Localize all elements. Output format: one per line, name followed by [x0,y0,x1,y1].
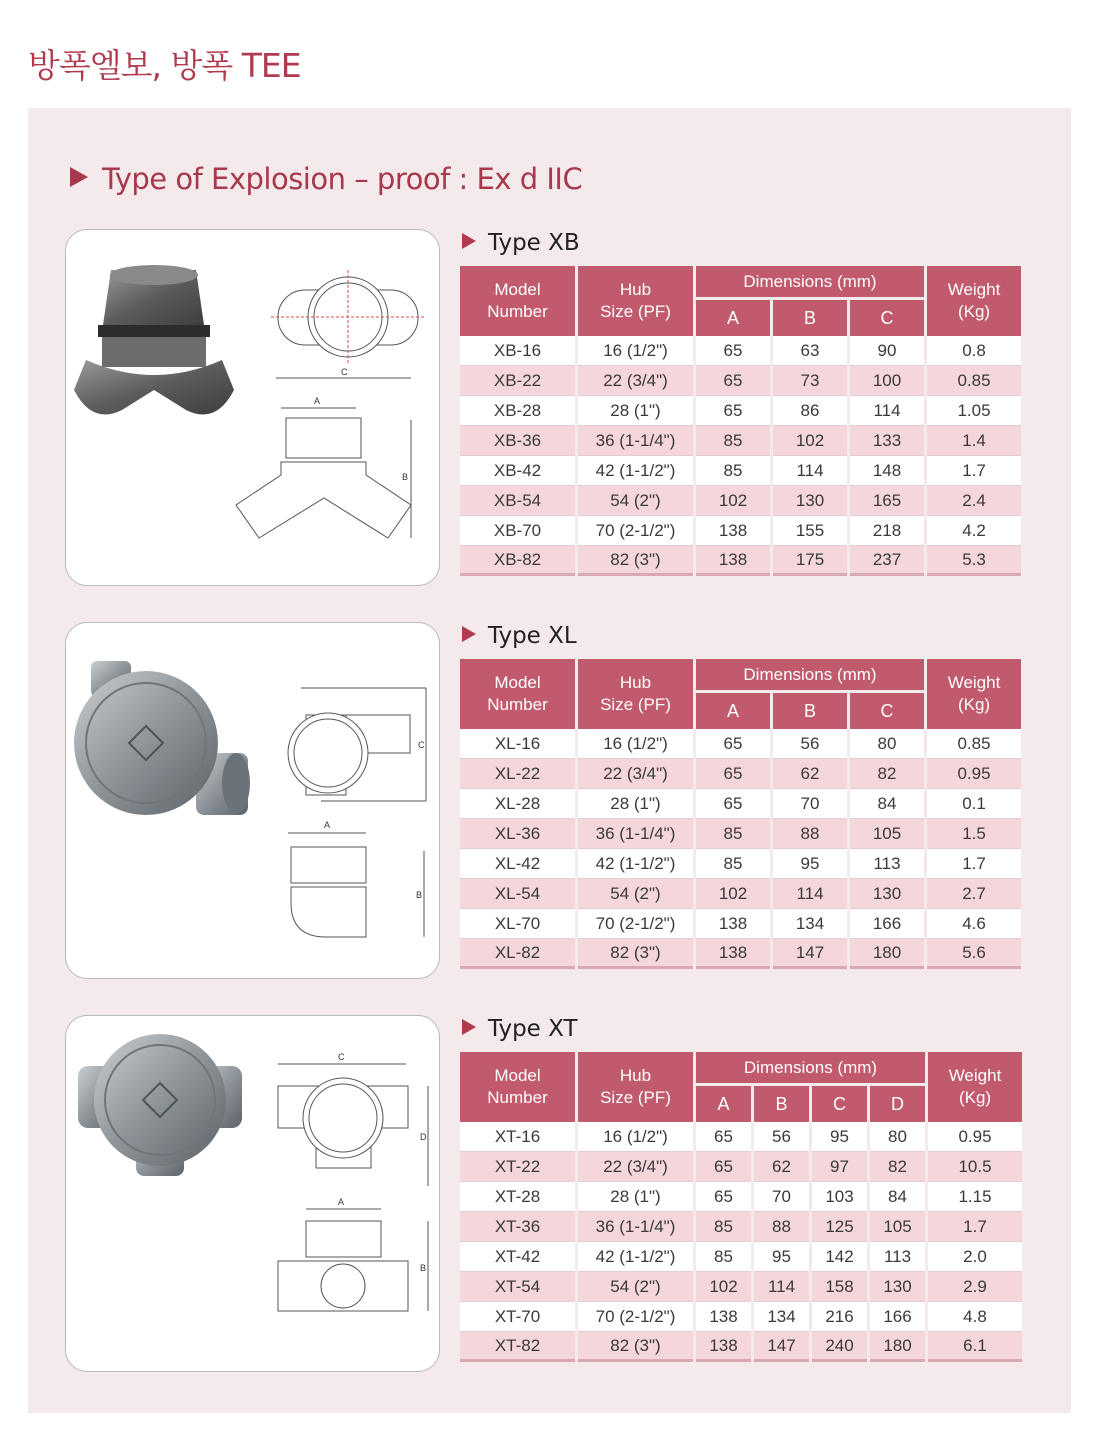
table-cell: 56 [754,1122,809,1152]
table-cell: 65 [696,1182,751,1212]
xb-image-box [65,229,440,586]
table-cell: XL-36 [460,819,575,849]
table-cell: 147 [754,1332,809,1362]
xt-image-box [65,1015,440,1372]
table-cell: 22 (3/4") [578,759,693,789]
table-cell: 63 [773,336,847,366]
xt-dim-label-b: B [420,1263,427,1273]
table-cell: 16 (1/2") [578,336,693,366]
triangle-bullet-icon [70,167,88,187]
xt-dim-label-a: A [338,1197,345,1207]
table-cell: 84 [870,1182,925,1212]
xl-photo [74,661,250,815]
xt-side-view [278,1209,428,1311]
table-row [460,1122,1022,1152]
table-cell: 133 [850,426,924,456]
table-cell: 70 (2-1/2") [578,516,693,546]
table-row [460,789,1021,819]
table-row [460,366,1021,396]
table-row [460,759,1021,789]
table-row [460,939,1021,969]
xt-header-dim-d: D [870,1086,925,1122]
table-cell: 105 [870,1212,925,1242]
xt-header-weight: Weight (Kg) [928,1052,1022,1122]
table-cell: 102 [696,879,770,909]
table-cell: 1.5 [927,819,1021,849]
table-cell: XT-42 [460,1242,575,1272]
table-cell: 82 (3") [578,546,693,576]
table-cell: 240 [812,1332,867,1362]
table-cell: 105 [850,819,924,849]
table-row [460,729,1021,759]
table-cell: 85 [696,456,770,486]
table-cell: 125 [812,1212,867,1242]
table-cell: XL-70 [460,909,575,939]
xb-spec-table [457,266,1024,576]
table-cell: 130 [773,486,847,516]
table-row [460,909,1021,939]
xb-dim-label-b: B [402,472,409,482]
table-cell: 95 [773,849,847,879]
table-cell: 22 (3/4") [578,366,693,396]
table-cell: 142 [812,1242,867,1272]
xl-dim-label-c: C [418,740,425,750]
table-cell: 22 (3/4") [578,1152,693,1182]
table-cell: 138 [696,909,770,939]
table-cell: 16 (1/2") [578,1122,693,1152]
table-row [460,456,1021,486]
xt-header-model: Model Number [460,1052,575,1122]
xl-side-view [288,833,424,937]
table-cell: 85 [696,819,770,849]
xt-product-drawing [66,1016,440,1372]
xt-photo [78,1034,242,1176]
xt-type-heading [462,1016,578,1042]
table-cell: 1.4 [927,426,1021,456]
section-heading-text: Type of Explosion – proof : Ex d IIC [102,162,583,196]
table-cell: 0.1 [927,789,1021,819]
xt-top-view [278,1064,428,1186]
xb-dim-label-c: C [341,367,348,377]
xl-header-model: Model Number [460,659,575,729]
triangle-bullet-icon [462,233,476,249]
table-cell: 2.9 [928,1272,1022,1302]
table-cell: 36 (1-1/4") [578,426,693,456]
table-cell: 180 [870,1332,925,1362]
table-cell: 65 [696,396,770,426]
table-cell: 5.6 [927,939,1021,969]
table-cell: 95 [812,1122,867,1152]
table-cell: 82 (3") [578,939,693,969]
table-cell: 65 [696,759,770,789]
table-cell: 85 [696,1212,751,1242]
table-cell: 114 [754,1272,809,1302]
table-cell: 65 [696,1122,751,1152]
xb-type-heading [462,230,580,256]
table-row [460,516,1021,546]
table-cell: 175 [773,546,847,576]
xb-top-view [271,270,424,378]
table-cell: XT-70 [460,1302,575,1332]
table-cell: 113 [850,849,924,879]
xl-table-body [460,729,1021,969]
table-cell: 4.2 [927,516,1021,546]
table-row [460,1332,1022,1362]
xt-header-hub: Hub Size (PF) [578,1052,693,1122]
table-cell: XB-82 [460,546,575,576]
table-cell: 85 [696,849,770,879]
table-cell: 4.6 [927,909,1021,939]
table-cell: 138 [696,516,770,546]
table-cell: 0.85 [927,366,1021,396]
table-cell: XB-42 [460,456,575,486]
table-cell: 0.95 [927,759,1021,789]
table-cell: 0.95 [928,1122,1022,1152]
xl-dim-label-b: B [416,890,423,900]
table-cell: 42 (1-1/2") [578,849,693,879]
xt-dim-label-c: C [338,1052,345,1062]
table-cell: 65 [696,336,770,366]
table-cell: 42 (1-1/2") [578,456,693,486]
table-cell: 114 [773,456,847,486]
xl-type-heading [462,623,577,649]
table-cell: 6.1 [928,1332,1022,1362]
table-cell: 28 (1") [578,1182,693,1212]
table-cell: 138 [696,1332,751,1362]
table-cell: 0.85 [927,729,1021,759]
xl-header-dim-b: B [773,693,847,729]
table-cell: 88 [754,1212,809,1242]
xb-header-hub: Hub Size (PF) [578,266,693,336]
xl-type-heading-text: Type XL [488,623,577,649]
table-cell: 1.7 [928,1212,1022,1242]
table-cell: 80 [850,729,924,759]
table-cell: XT-36 [460,1212,575,1242]
xb-product-drawing [66,230,440,586]
xl-top-view [288,688,426,801]
table-cell: 36 (1-1/4") [578,1212,693,1242]
section-heading [70,162,582,196]
table-cell: XL-16 [460,729,575,759]
table-cell: 28 (1") [578,396,693,426]
table-cell: XT-16 [460,1122,575,1152]
table-cell: 10.5 [928,1152,1022,1182]
table-cell: 65 [696,1152,751,1182]
table-cell: XT-28 [460,1182,575,1212]
table-row [460,1182,1022,1212]
table-cell: 1.15 [928,1182,1022,1212]
table-cell: 28 (1") [578,789,693,819]
table-cell: 134 [754,1302,809,1332]
xb-dim-label-a: A [314,396,321,406]
xb-header-weight: Weight (Kg) [927,266,1021,336]
table-cell: 62 [773,759,847,789]
table-cell: 70 [754,1182,809,1212]
xb-header-model: Model Number [460,266,575,336]
table-cell: 165 [850,486,924,516]
triangle-bullet-icon [462,1019,476,1035]
table-cell: 73 [773,366,847,396]
table-cell: XL-54 [460,879,575,909]
table-cell: 0.8 [927,336,1021,366]
table-cell: XB-22 [460,366,575,396]
xb-header-dim-a: A [696,300,770,336]
table-cell: 42 (1-1/2") [578,1242,693,1272]
table-row [460,1272,1022,1302]
table-cell: 36 (1-1/4") [578,819,693,849]
table-cell: 85 [696,426,770,456]
xl-header-dim-c: C [850,693,924,729]
table-cell: 2.4 [927,486,1021,516]
table-cell: 148 [850,456,924,486]
table-cell: 216 [812,1302,867,1332]
table-row [460,819,1021,849]
table-cell: 158 [812,1272,867,1302]
table-cell: 90 [850,336,924,366]
table-row [460,1212,1022,1242]
table-cell: 1.7 [927,849,1021,879]
table-cell: XL-28 [460,789,575,819]
page-title: 방폭엘보, 방폭 TEE [28,46,301,85]
table-cell: 114 [773,879,847,909]
xt-header-dim-a: A [696,1086,751,1122]
xl-header-dim-a: A [696,693,770,729]
table-cell: XB-36 [460,426,575,456]
table-cell: 166 [850,909,924,939]
table-cell: 65 [696,789,770,819]
xt-type-heading-text: Type XT [488,1016,578,1042]
xt-table-body [460,1122,1022,1362]
xt-header-dimensions: Dimensions (mm) [696,1052,925,1086]
table-cell: 4.8 [928,1302,1022,1332]
table-row [460,849,1021,879]
xl-header-hub: Hub Size (PF) [578,659,693,729]
xt-dim-label-d: D [420,1132,427,1142]
table-cell: 97 [812,1152,867,1182]
xb-type-heading-text: Type XB [488,230,580,256]
table-row [460,1242,1022,1272]
table-cell: 70 (2-1/2") [578,909,693,939]
table-cell: 82 [850,759,924,789]
table-row [460,1302,1022,1332]
table-cell: 134 [773,909,847,939]
table-cell: 102 [773,426,847,456]
table-cell: XB-28 [460,396,575,426]
table-cell: XL-42 [460,849,575,879]
table-row [460,396,1021,426]
table-cell: 180 [850,939,924,969]
table-cell: XL-22 [460,759,575,789]
table-cell: 86 [773,396,847,426]
table-cell: 1.05 [927,396,1021,426]
table-cell: 130 [870,1272,925,1302]
xl-product-drawing [66,623,440,979]
table-cell: XB-54 [460,486,575,516]
table-cell: 2.7 [927,879,1021,909]
table-row [460,1152,1022,1182]
table-cell: 102 [696,486,770,516]
xt-header-dim-c: C [812,1086,867,1122]
xl-header-weight: Weight (Kg) [927,659,1021,729]
xl-image-box [65,622,440,979]
table-row [460,336,1021,366]
table-row [460,546,1021,576]
table-cell: 147 [773,939,847,969]
table-cell: XT-54 [460,1272,575,1302]
table-cell: 88 [773,819,847,849]
table-cell: 16 (1/2") [578,729,693,759]
table-cell: 85 [696,1242,751,1272]
table-cell: 65 [696,366,770,396]
table-cell: 2.0 [928,1242,1022,1272]
table-cell: 95 [754,1242,809,1272]
table-cell: 138 [696,939,770,969]
xb-header-dim-c: C [850,300,924,336]
xb-table-body [460,336,1021,576]
table-cell: 103 [812,1182,867,1212]
table-cell: 80 [870,1122,925,1152]
table-cell: XT-22 [460,1152,575,1182]
xt-spec-table [457,1052,1025,1362]
table-cell: 166 [870,1302,925,1332]
xb-header-dim-b: B [773,300,847,336]
table-cell: XB-16 [460,336,575,366]
xt-header-dim-b: B [754,1086,809,1122]
table-row [460,426,1021,456]
table-cell: XT-82 [460,1332,575,1362]
table-cell: 218 [850,516,924,546]
xb-header-dimensions: Dimensions (mm) [696,266,924,300]
table-cell: 56 [773,729,847,759]
table-cell: 113 [870,1242,925,1272]
table-cell: 62 [754,1152,809,1182]
table-row [460,486,1021,516]
table-cell: 65 [696,729,770,759]
xb-side-view [236,408,411,538]
table-cell: 237 [850,546,924,576]
table-cell: 102 [696,1272,751,1302]
table-cell: 100 [850,366,924,396]
table-cell: 130 [850,879,924,909]
table-cell: 1.7 [927,456,1021,486]
xl-header-dimensions: Dimensions (mm) [696,659,924,693]
table-cell: 138 [696,1302,751,1332]
triangle-bullet-icon [462,626,476,642]
table-cell: 5.3 [927,546,1021,576]
table-cell: 54 (2") [578,1272,693,1302]
xl-dim-label-a: A [324,820,331,830]
table-cell: 82 [870,1152,925,1182]
table-cell: 155 [773,516,847,546]
table-cell: 70 (2-1/2") [578,1302,693,1332]
table-cell: 84 [850,789,924,819]
table-cell: 82 (3") [578,1332,693,1362]
xl-spec-table [457,659,1024,969]
table-cell: XL-82 [460,939,575,969]
table-cell: 114 [850,396,924,426]
xb-photo [74,265,234,415]
table-cell: 70 [773,789,847,819]
table-cell: 138 [696,546,770,576]
table-cell: 54 (2") [578,879,693,909]
table-row [460,879,1021,909]
table-cell: XB-70 [460,516,575,546]
table-cell: 54 (2") [578,486,693,516]
